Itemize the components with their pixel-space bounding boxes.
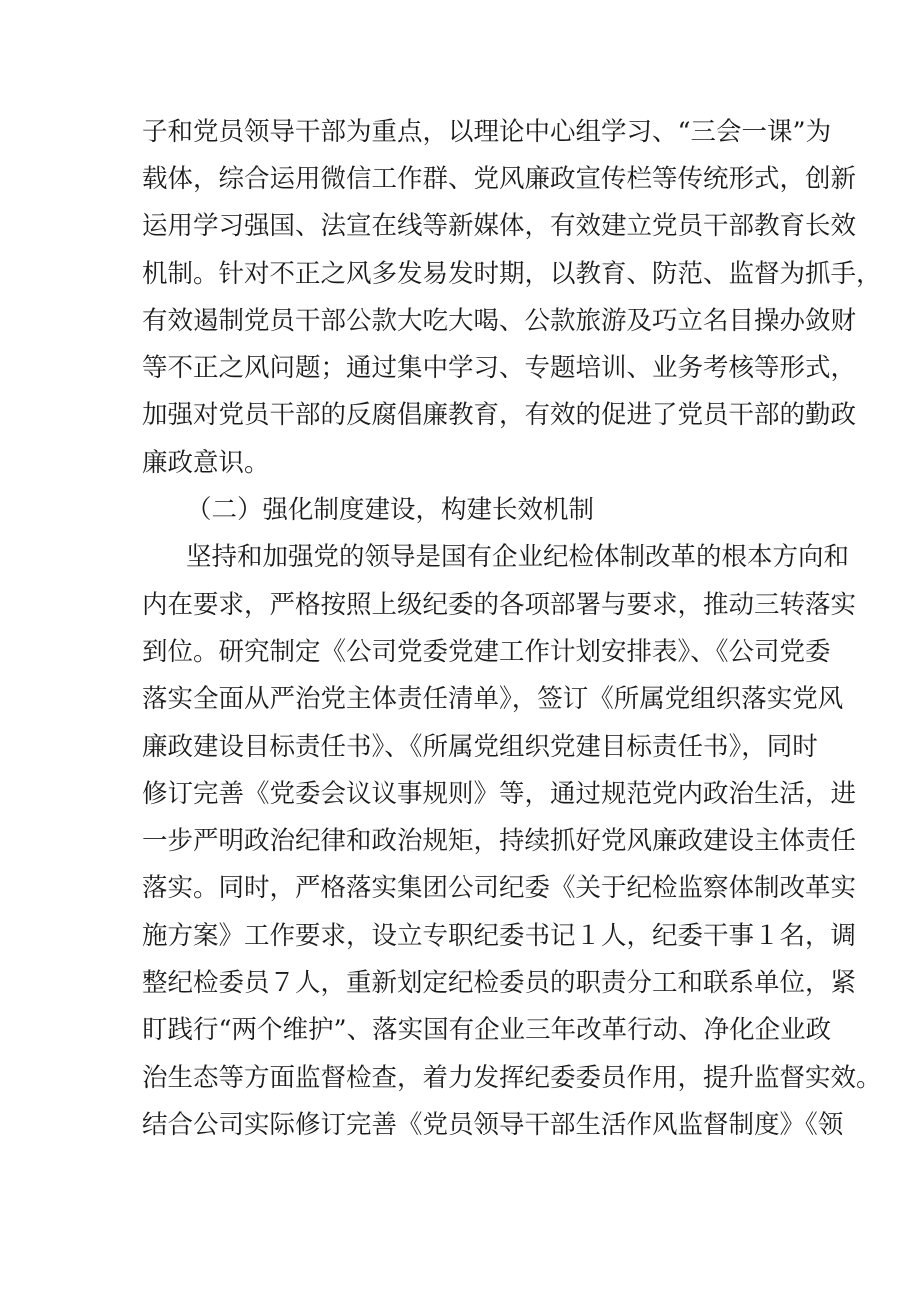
body-text-line: 落实。同时，严格落实集团公司纪委《关于纪检监察体制改革实 — [142, 873, 857, 903]
body-text-line: 落实全面从严治党主体责任清单》，签订《所属党组织落实党风 — [142, 684, 844, 714]
body-text-line: 盯践行“两个维护”、落实国有企业三年改革行动、净化企业政 — [142, 1015, 832, 1045]
paragraph-first-line: 坚持和加强党的领导是国有企业纪检体制改革的根本方向和 — [186, 542, 850, 572]
body-text-line: 运用学习强国、法宣在线等新媒体，有效建立党员干部教育长效 — [142, 211, 857, 241]
body-text-line: 修订完善《党委会议议事规则》等，通过规范党内政治生活，进 — [142, 779, 857, 809]
body-text-line: 到位。研究制定《公司党委党建工作计划安排表》、《公司党委 — [142, 637, 831, 667]
body-text-line: 加强对党员干部的反腐倡廉教育，有效的促进了党员干部的勤政 — [142, 400, 857, 430]
body-text-line: 治生态等方面监督检查，着力发挥纪委委员作用，提升监督实效。 — [142, 1063, 882, 1093]
body-text-line: 有效遏制党员干部公款大吃大喝、公款旅游及巧立名目操办敛财 — [142, 306, 857, 336]
body-text-line: 机制。针对不正之风多发易发时期，以教育、防范、监督为抓手， — [142, 259, 882, 289]
body-text-line: 载体，综合运用微信工作群、党风廉政宣传栏等传统形式，创新 — [142, 164, 857, 194]
section-heading: （二）强化制度建设，构建长效机制 — [186, 495, 595, 525]
body-text-line: 等不正之风问题；通过集中学习、专题培训、业务考核等形式， — [142, 353, 857, 383]
body-text-line: 一步严明政治纪律和政治规矩，持续抓好党风廉政建设主体责任 — [142, 826, 857, 856]
body-text-line: 子和党员领导干部为重点，以理论中心组学习、“三会一课”为 — [142, 117, 832, 147]
body-text-line: 内在要求，严格按照上级纪委的各项部署与要求，推动三转落实 — [142, 590, 857, 620]
body-text-line: 施方案》工作要求，设立专职纪委书记１人，纪委干事１名，调 — [142, 921, 857, 951]
body-text-line: 廉政建设目标责任书》、《所属党组织党建目标责任书》，同时 — [142, 732, 818, 762]
body-text-line: 结合公司实际修订完善《党员领导干部生活作风监督制度》《领 — [142, 1110, 844, 1140]
body-text-line: 整纪检委员７人，重新划定纪检委员的职责分工和联系单位，紧 — [142, 968, 857, 998]
body-text-line: 廉政意识。 — [142, 448, 270, 478]
